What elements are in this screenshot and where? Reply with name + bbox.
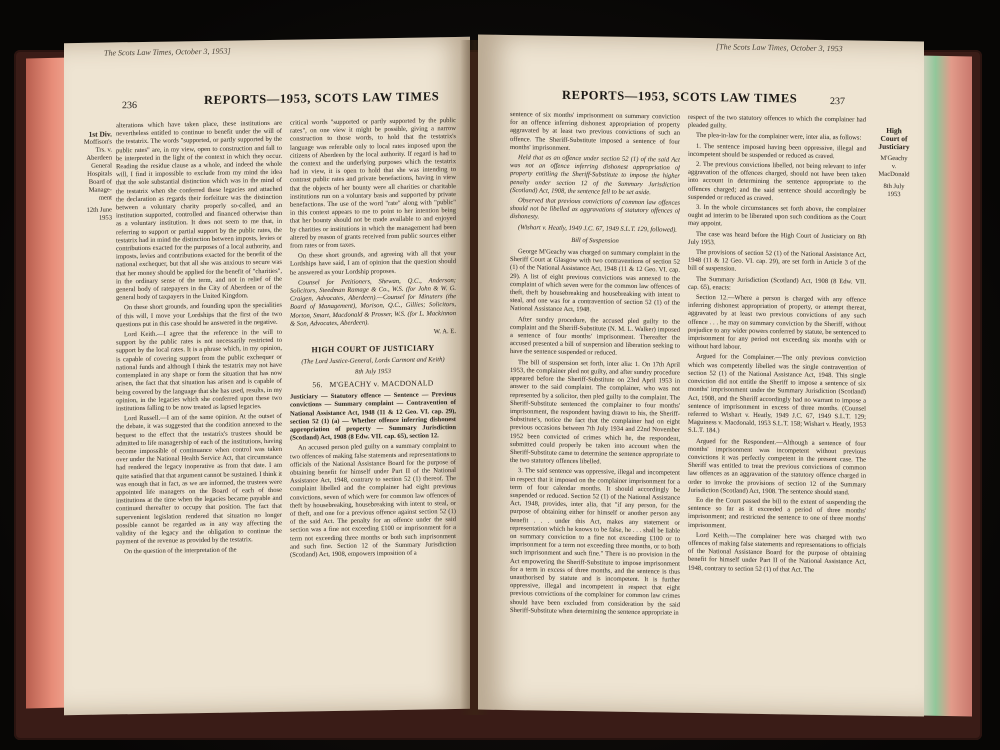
paragraph: Eo die the Court passed the bill to the extent of suspending the sentence so far as it exceeded a period of three months' imprisonment; and restricted the sentence to one of three months' imprisonment.: [688, 496, 866, 529]
case-name: M'GEACHY v. MACDONALD: [329, 378, 434, 389]
paragraph: 3. The said sentence was oppressive, illegal and incompetent in respect that it imposed on the complainer imprisonment for a term of four calendar months. It should accordingly be suspended or reduced. Section 52 (1) of the National Assistance Act, 1948, provides, inter alia, that "if any person, for the purpose of obtaining either for himself or another person any benefit . . . under this Act, makes any statement or representation which he knows to be false, he . . . shall be liable on summary conviction to a fine not exceeding £100 or to imprisonment for a term not exceeding three months, or to both such imprisonment and such fine." There is no provision in the Act empowering the Sheriff-Substitute to impose imprisonment for a term in excess of three months, and the sentence is thus unauthorised by statute and is incompetent. It is further oppressive, illegal and incompetent in respect that eight previous convictions of the complainer for common law crimes should have been excluded from consideration by the said Sheriff-Substitute when determining the sentence appropriate in: [510, 467, 680, 617]
reporter-initials: W. A. E.: [433, 328, 456, 336]
right-margin-note: [870, 127, 918, 200]
paragraph: (Wishart v. Heatly, 1949 J.C. 67, 1949 S.L.T. 129, followed).: [518, 223, 677, 234]
left-page: [64, 37, 470, 715]
margin-case-line: ment: [98, 194, 112, 202]
paragraph: alterations which have taken place, these institutions are nevertheless entitled to continue to benefit under the will of the testatrix. The words "supported, or partly supported by the public rates" are, in my view, open to construction and fall to be interpreted in the light of the context in which they occur. Reading the residue clause as a whole, and indeed the whole will, I find it impossible to exclude from my mind the idea that the sole substantial distinction which was in the mind of the testatrix when she conferred these legacies and attached the declaration as regards their forfeiture was the distinction between a voluntary charity properly so-called, and an institution supported, controlled and financed otherwise than as a voluntary institution. It does not seem to me that, in referring to support or partial support by the public rates, the testatrix had in mind the distinction between imposts, levies or contributions exacted for the purposes of a local authority, and imposts, levies and contributions exacted for the benefit of the national exchequer, but that all she was anxious to secure was that her money should be applied for the benefit of "charities", in the ordinary sense of the term, and not in relief of the general body of ratepayers in the City of Aberdeen or of the general body of taxpayers in the United Kingdom.: [116, 119, 282, 302]
margin-court: Justiciary: [878, 141, 910, 152]
margin-date: 8th July: [883, 182, 905, 191]
right-page-number: 237: [830, 96, 845, 108]
paragraph: The bill of suspension set forth, inter alia: 1. On 17th April 1953, the complainer pled not guilty, and after sundry procedure appeared before the Sheriff-Substitute on 23rd April 1953 in answer to the said complaint. The complainer, who was not represented by a solicitor, then pled guilty to the complaint. The Sheriff-Substitute sentenced the complainer to four months' imprisonment, the respondent having drawn to his, the Sheriff-Substitute's, notice the fact that the complainer had on eight previous occasions between 7th July 1934 and 22nd November 1952 been convicted of crimes which he, the respondent, submitted could properly be taken into account when the Sheriff-Substitute came to determine the sentence appropriate to the two statutory offences libelled.: [510, 358, 680, 466]
right-column-1: [510, 111, 680, 709]
paragraph: Lord Keith.—The complainer here was charged with two offences of making false statements and representations to officials of the National Assistance Board for the purpose of obtaining benefit for himself under Part II of the National Assistance Act, 1948, contrary to section 52 (1) of that Act. The: [688, 531, 866, 574]
margin-case-line: Moffison's: [83, 138, 112, 146]
left-page-number: 236: [122, 100, 137, 112]
paragraph: Held that as an offence under section 52 (1) of the said Act was not an offence inferring dishonest appropriation of property entitling the Sheriff-Substitute to impose the higher penalty under section 12 of the Summary Jurisdiction (Scotland) Act, 1908, the sentence fell to be set aside.: [510, 154, 680, 197]
margin-case-line: Manage-: [88, 186, 112, 194]
left-running-head: The Scots Law Times, October 3, 1953]: [104, 46, 231, 58]
paragraph: On these short grounds, and agreeing with all that your Lordships have said, I am of opinion that the question should be answered as your Lordship proposes.: [290, 250, 456, 277]
case-number: 56.: [312, 380, 323, 390]
margin-year: 1953: [98, 214, 112, 222]
margin-date: 12th June: [86, 206, 112, 214]
margin-case-line: Board of: [88, 178, 112, 186]
margin-case-line: Hospitals: [87, 170, 112, 178]
paragraph: On the question of the interpretation of the: [124, 546, 237, 556]
margin-case-line: Trs. v.: [95, 146, 112, 154]
left-margin-note: [68, 130, 112, 223]
paragraph: The plea-in-law for the complainer were, inter alia, as follows:: [696, 132, 862, 142]
counsel-note: Counsel for Petitioners, Shewan, Q.C., Anderson; Solicitors, Steedman Ramage & Co., W.S. (for John & W. G. Craigen, Advocates, Aberdeen).—Counsel for Minuters (the Board of Management), Morison, Q.C., Gillies; Solicitors, Morton, Smart, Macdonald & Prosser, W.S. (for L. Mackinnon & Son, Advocates, Aberdeen).: [290, 276, 456, 328]
paragraph: Observed that previous convictions of common law offences should not be libelled as aggravations of statutory offences of dishonesty.: [510, 197, 680, 221]
margin-case-line: v.: [891, 162, 897, 171]
margin-court: Court of: [880, 133, 908, 144]
case-title: [290, 379, 456, 390]
bill-title: Bill of Suspension: [571, 236, 619, 245]
paragraph: The Summary Jurisdiction (Scotland) Act, 1908 (8 Edw. VII. cap. 65), enacts:: [688, 275, 866, 292]
paragraph: 1. The sentence imposed having been oppressive, illegal and incompetent should be suspended or reduced as craved.: [688, 142, 866, 160]
paragraph: 2. The previous convictions libelled, not being relevant to infer aggravation of the offences charged, should not have been taken into account in determining the sentence appropriate to the offences charged; and the said sentence should accordingly be suspended or reduced as craved.: [688, 160, 866, 202]
right-page: [478, 34, 924, 716]
margin-case-line: Aberdeen: [86, 154, 112, 162]
paragraph: 3. In the whole circumstances set forth above, the complainer ought ad interim to be liberated upon such conditions as the Court may appoint.: [688, 203, 866, 228]
paragraph: critical words "supported or partly supported by the public rates", on one view it might be possible, giving a narrow construction to those words, to hold that the testatrix's language was referable only to local rates imposed upon the citizens of Aberdeen by the local authority. If regard is had to the context and the underlying purposes which the testatrix had in view, it is open to hold that she was intending to contrast public rates and private benefactions, having in view that the objects of her bounty were all charities or charitable institutions run on a voluntary basis and supported by private benefactions. The use of the word "rate" along with "public" in this context appears to me to point to her intention being that her bounty should not be made available to and enjoyed by charities or institutions in which the management had been altered by reason of grants received from public sources either from rates or from taxes.: [290, 117, 456, 250]
margin-case-line: MacDonald: [878, 170, 910, 179]
paragraph: Argued for the Respondent.—Although a sentence of four months' imprisonment was incompetent without previous convictions it was perfectly competent in the present case. The Sheriff was entitled to treat the previous convictions of common law offences as an aggravation of the statutory offence charged in order to invoke the provisions of section 12 of the Summary Jurisdiction (Scotland) Act, 1908. The sentence should stand.: [688, 437, 866, 497]
case-rubric: Justiciary — Statutory offence — Sentence — Previous convictions — Summary complaint — Contravention of National Assistance Act, 1948 (11 & 12 Geo. VI. cap. 29), section 52 (1) (a) — Whether offence inferring dishonest appropriation of property — Summary Jurisdiction (Scotland) Act, 1908 (8 Edw. VII. cap. 65), section 12.: [290, 391, 456, 442]
paragraph: respect of the two statutory offences to which the complainer had pleaded guilty.: [688, 113, 866, 130]
bench: (The Lord Justice-General, Lords Carmont and Keith): [301, 356, 445, 366]
paragraph: After sundry procedure, the accused pled guilty to the complaint and the Sheriff-Substitute (N. M. L. Walker) imposed a sentence of four months' imprisonment. Thereafter the accused presented a bill of suspension and liberation seeking to have the sentence suspended or reduced.: [510, 315, 680, 358]
right-column-2: [688, 114, 866, 712]
paragraph: sentence of six months' imprisonment on summary conviction for an offence inferring dishonest appropriation of property aggravated by at least two previous convictions of such an offence. The Sheriff-Substitute imposed a sentence of four months' imprisonment.: [510, 110, 680, 152]
paragraph: The case was heard before the High Court of Justiciary on 8th July 1953.: [688, 230, 866, 247]
paragraph: George M'Geachy was charged on summary complaint in the Sheriff Court at Glasgow with two contraventions of section 52 (1) of the National Assistance Act, 1948 (11 & 12 Geo. VI. cap. 29). A list of eight previous convictions was annexed to the complaint of which seven were for the common law offences of theft, theft by housebreaking and housebreaking with intent to steal, and one was for a contravention of section 52 (1) of the National Assistance Act, 1948.: [510, 248, 680, 314]
paragraph: Lord Russell.—I am of the same opinion. At the outset of the debate, it was suggested that the condition annexed to the bequest to the effect that the testatrix's trustees should be admitted to life managership of each of the institutions, having become impossible of continuance when control was taken over under the National Health Service Act, that circumstance had rendered the legacy inoperative as from that date. I am quite satisfied that that argument cannot be sustained. I think it was enough that in fact, as we are informed, the trustees were appointed life managers on the Board of each of those institutions at the time when the legacies became payable and continued thereafter to occupy that position. The fact that supervenient legislation rendered that situation no longer possible cannot be regarded as in any way affecting the validity of the legacy and the obligation to continue the payment of the revenue as provided by the testatrix.: [116, 412, 282, 546]
decision-date: 8th July 1953: [355, 367, 391, 376]
paragraph: Argued for the Complainer.—The only previous conviction which was competently libelled was the single contravention of section 52 (1) of the National Assistance Act, 1948. This single conviction did not entitle the Sheriff to impose a sentence of six months' imprisonment under the Summary Jurisdiction (Scotland) Act, 1908, and the Sheriff accordingly had no warrant to impose a sentence of imprisonment in excess of three months. (Counsel referred to Wishart v. Heatly, 1949 J.C. 67, 1949 S.L.T. 129; Maguiness v. Macdonald, 1953 S.L.T. 158; Wishart v. Heatly, 1953 S.L.T. 184.): [688, 353, 866, 435]
paragraph: Lord Keith.—I agree that the reference in the will to support by the public rates is not necessarily restricted to support by the local rates. It is a phrase which, in my opinion, is capable of covering support from the public exchequer or national funds and although I think the testatrix may not have contemplated in any shape or form the situation that has now arisen, the fact that that situation has arisen and is capable of being covered by the language that she has used, results, in my opinion, in the legacies which she conferred upon these two institutions falling to be now treated as lapsed legacies.: [116, 328, 282, 413]
right-running-head: [The Scots Law Times, October 3, 1953: [716, 42, 843, 54]
right-page-header: REPORTS—1953, SCOTS LAW TIMES: [562, 87, 798, 106]
left-page-header: REPORTS—1953, SCOTS LAW TIMES: [204, 89, 440, 107]
left-column-1: [116, 120, 282, 713]
right-page-edges: [920, 55, 972, 716]
margin-case-line: M'Geachy: [880, 154, 908, 163]
margin-division: 1st Div.: [88, 129, 112, 139]
paragraph: The provisions of section 52 (1) of the National Assistance Act, 1948 (11 & 12 Geo. VI. cap. 29), are set forth in Article 3 of the bill of suspension.: [688, 248, 866, 274]
paragraph: On these short grounds, and founding upon the specialities of this will, I move your Lordships that the first of the two questions put in this case should be answered in the negative.: [116, 302, 282, 329]
margin-case-line: General: [91, 162, 112, 170]
paragraph: An accused person pled guilty on a summary complaint to two offences of making false statements and representations to officials of the National Assistance Board for the purpose of obtaining benefit for himself under Part II of the National Assistance Act, 1948, contrary to section 52 (1) thereof. The complaint libelled and the complainer had eight previous convictions, seven of which were for common law offences of theft by housebreaking, housebreaking with intent to steal, or of theft, and one for a previous offence against section 52 (1) of the said Act. The penalty for an offence under the said section was a fine not exceeding £100 or imprisonment for a term not exceeding three months or both such imprisonment and such fine. Section 12 of the Summary Jurisdiction (Scotland) Act, 1908, empowers imposition of a: [290, 442, 456, 559]
left-column-2: [290, 117, 456, 710]
paragraph: Section 12.—Where a person is charged with any offence inferring dishonest appropriation of property, or attempt thereat, aggravated by at least two previous convictions of any such offence . . . he may on summary conviction by the Sheriff, without prejudice to any wider powers conferred by statute, be sentenced to imprisonment for any period not exceeding six months with or without hard labour.: [688, 293, 866, 351]
court-title: HIGH COURT OF JUSTICIARY: [311, 343, 435, 355]
margin-year: 1953: [887, 190, 901, 199]
margin-court: High: [886, 125, 902, 136]
